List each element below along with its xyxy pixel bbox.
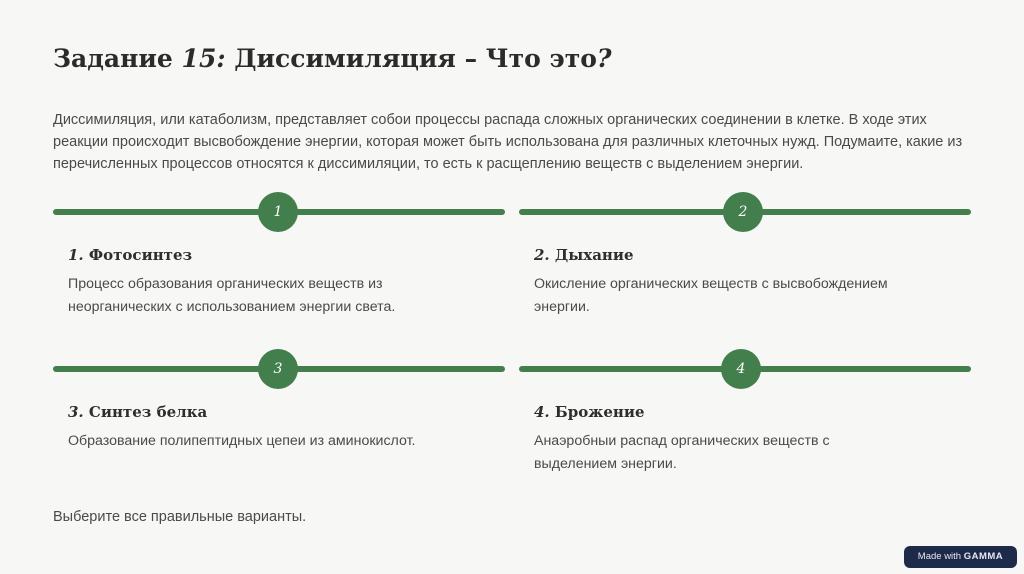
option-heading-label: Синтез белка: [83, 403, 208, 421]
option-number-badge: 1: [258, 192, 298, 232]
option-heading-label: Брожение: [549, 403, 645, 421]
option-heading-number: 4.: [534, 403, 550, 421]
option-card-4[interactable]: [519, 347, 971, 487]
title-prefix: Задание: [53, 44, 182, 73]
option-heading-number: 1.: [68, 246, 84, 264]
title-number: 15:: [181, 44, 226, 73]
made-with-gamma-badge[interactable]: [904, 546, 1017, 568]
option-heading: [534, 403, 645, 421]
option-description: Анаэробныи распад органических веществ с выделением энергии.: [534, 433, 830, 472]
title-question-mark: ?: [596, 44, 612, 73]
option-card-2[interactable]: [519, 190, 971, 330]
badge-prefix: Made with: [917, 551, 964, 562]
intro-paragraph: Диссимиляция, или катаболизм, представляет собои процессы распада сложных органических соединении в клетке. В ходе этих реакции происходит высвобождение энергии, которая может быть использована для различных клеточных нужд. Подумаите, какие из перечисленных процессов относятся к диссимиляции, то есть к расщеплению веществ с выделением энергии.: [53, 112, 963, 172]
title-text: Диссимиляция – Что это: [225, 44, 597, 73]
option-heading: [534, 246, 634, 264]
option-description: Образование полипептидных цепеи из аминокислот.: [68, 433, 416, 449]
option-number-badge: 4: [721, 349, 761, 389]
option-heading-number: 2.: [534, 246, 550, 264]
gamma-logo-text: GAMMA: [963, 551, 1004, 562]
option-heading-label: Фотосинтез: [83, 246, 193, 264]
option-card-1[interactable]: [53, 190, 505, 330]
instruction-text: Выберите все правильные варианты.: [53, 509, 307, 525]
option-description: Процесс образования органических веществ из неорганических с использованием энергии света.: [68, 276, 396, 315]
option-heading: [68, 246, 192, 264]
option-number-badge: 3: [258, 349, 298, 389]
option-heading-label: Дыхание: [549, 246, 634, 264]
option-heading-number: 3.: [68, 403, 84, 421]
page-title: [53, 44, 612, 73]
option-heading: [68, 403, 207, 421]
option-description: Окисление органических веществ с высвобождением энергии.: [534, 276, 888, 315]
option-card-3[interactable]: [53, 347, 505, 487]
option-number-badge: 2: [723, 192, 763, 232]
